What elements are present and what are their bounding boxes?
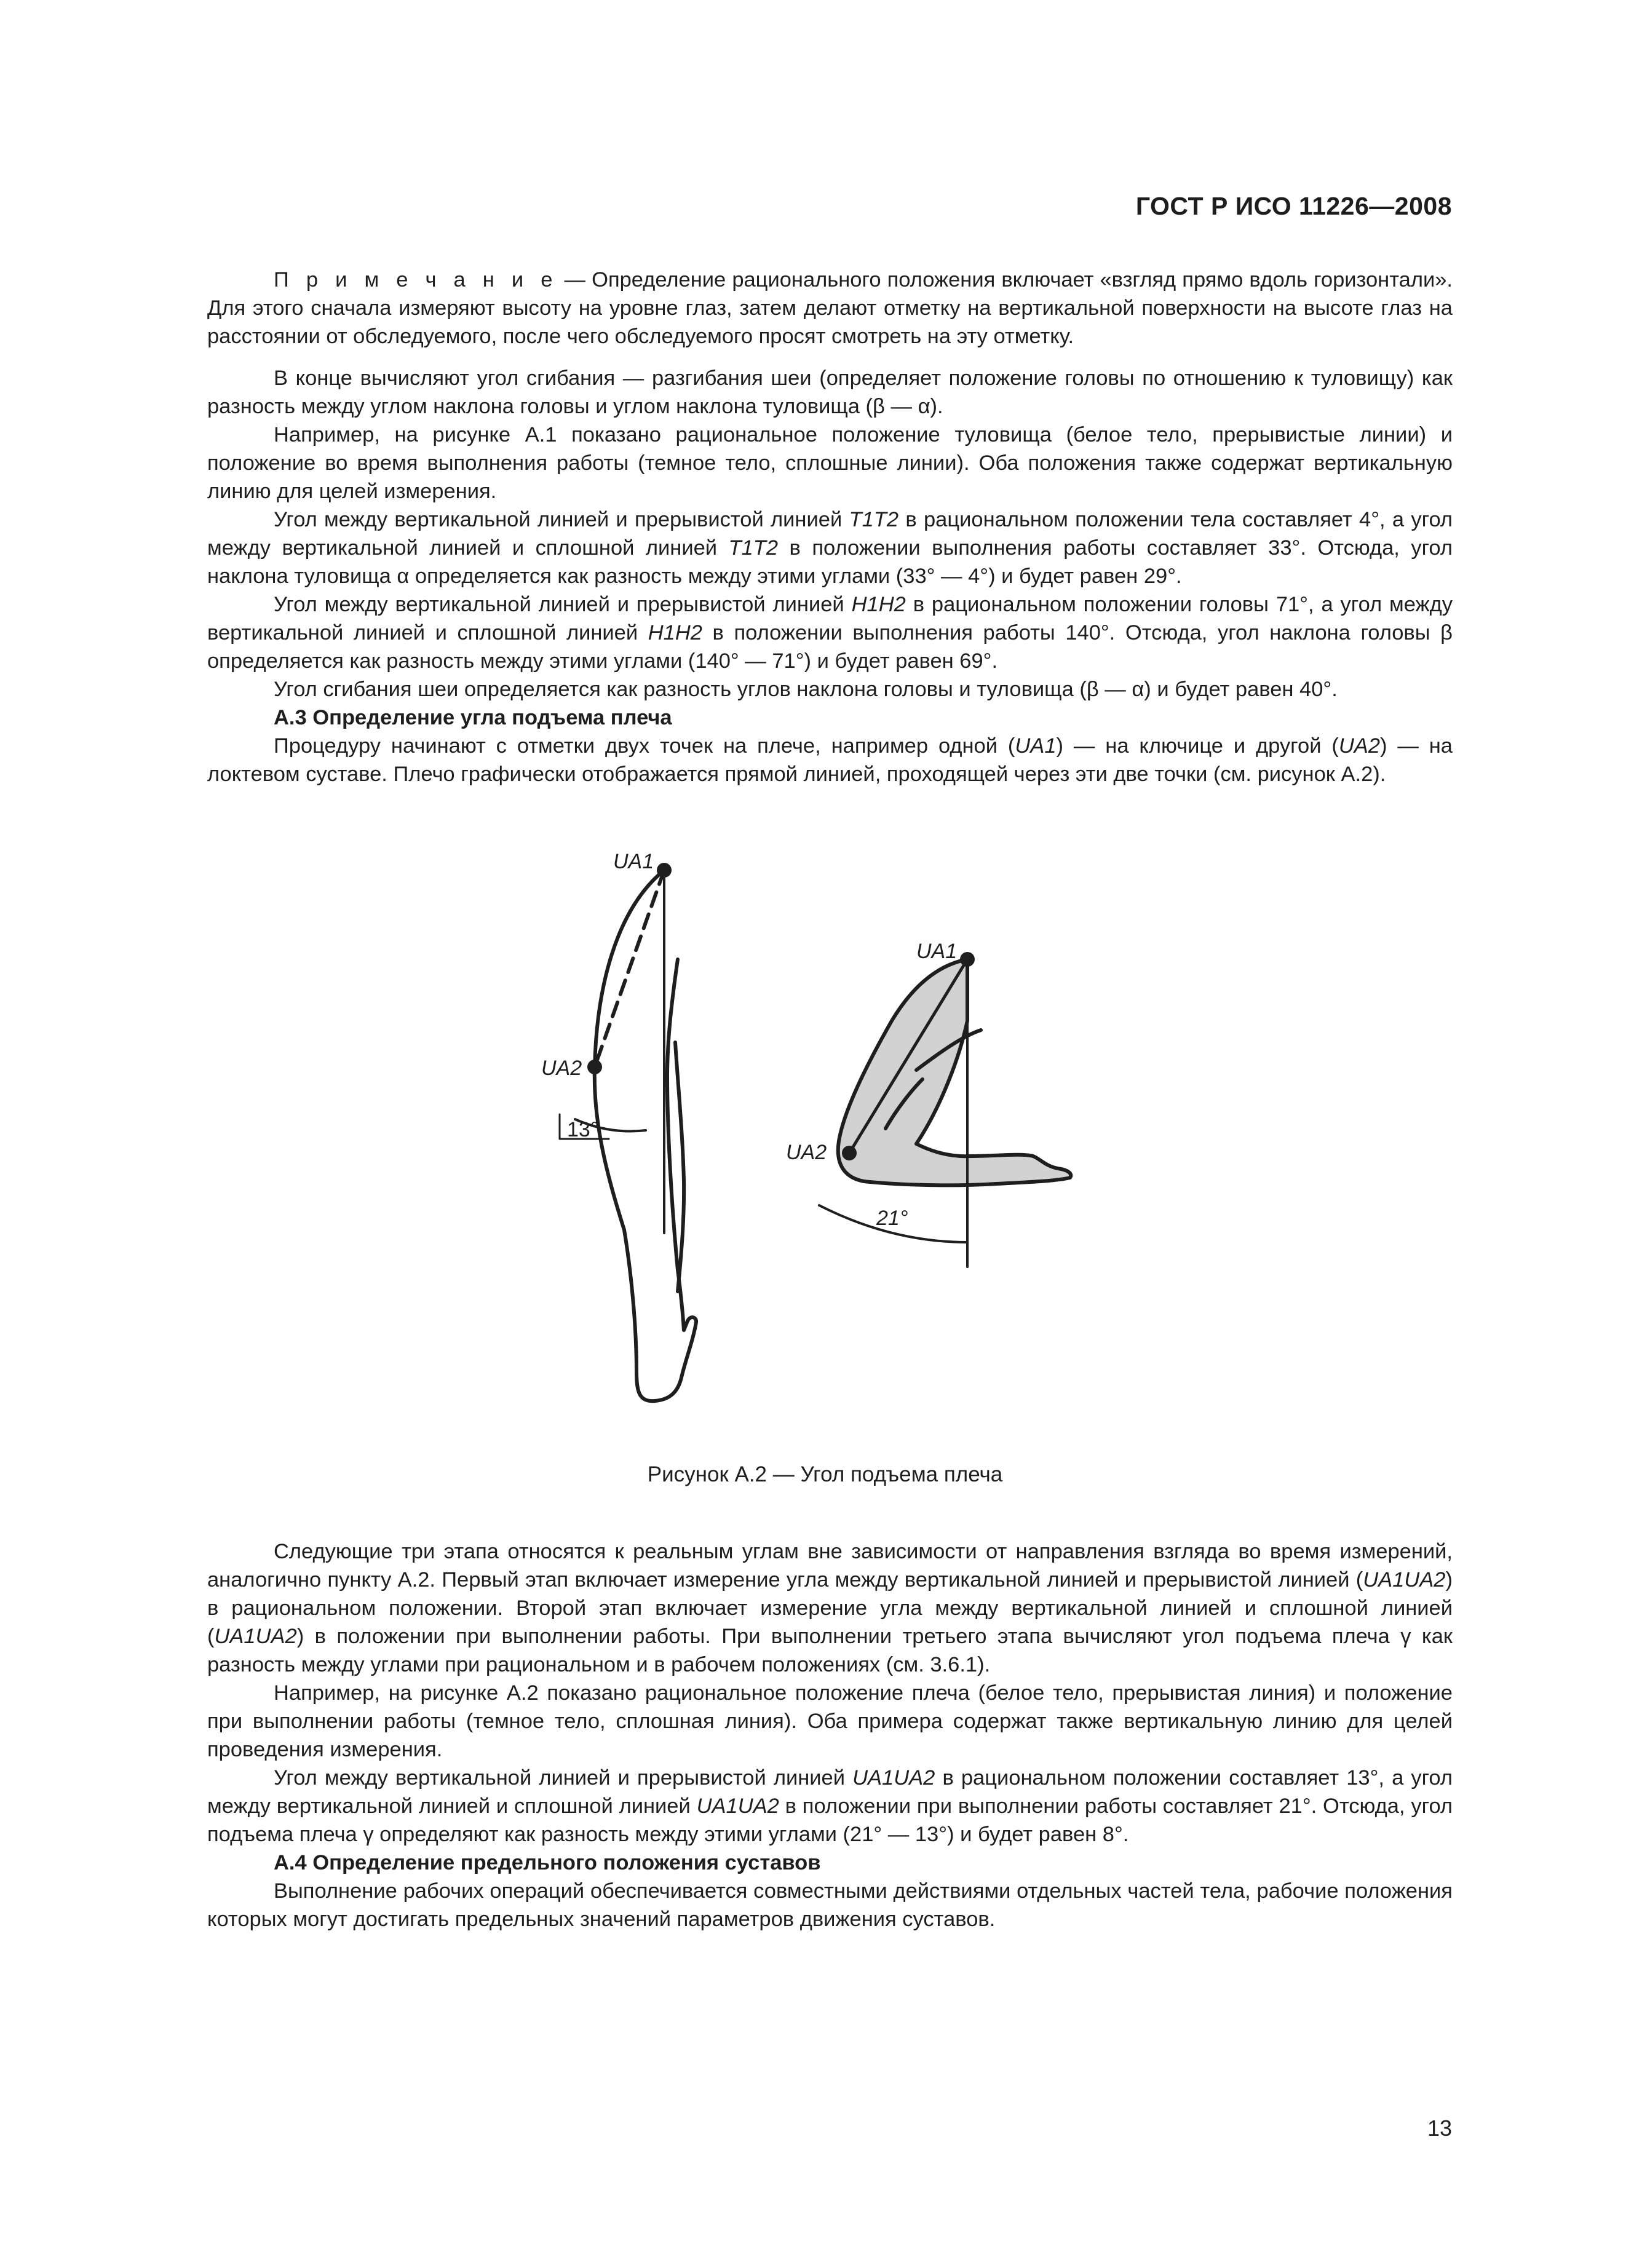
left-label-ua2: UA2 xyxy=(541,1057,582,1080)
paragraph: Угол сгибания шеи определяется как разность углов наклона головы и туловища (β — α) и будет равен 40°. xyxy=(274,678,1338,701)
note-text: — Определение рационального положения включает «взгляд прямо вдоль горизонтали». Для этого сначала измеряют высоту на уровне глаз, затем делают отметку на вертикальной поверхности на высоте глаз на расстоянии от обследуемого, после чего обследуемого просят смотреть на эту отметку. xyxy=(207,268,1453,348)
right-point-ua2 xyxy=(842,1146,857,1160)
note-paragraph xyxy=(207,266,1453,351)
right-arm-working xyxy=(819,952,1071,1267)
figure-a2-drawing xyxy=(517,836,1132,1427)
figure-caption: Рисунок А.2 — Угол подъема плеча xyxy=(647,1462,1003,1486)
paragraph: Например, на рисунке А.1 показано рациональное положение туловища (белое тело, прерывистые линии) и положение во время выполнения работы (темное тело, сплошные линии). Оба положения также содержат вертикальную линию для целей измерения. xyxy=(207,423,1453,503)
paragraph: Процедуру начинают с отметки двух точек на плече, например одной (UA1) — на ключице и другой (UA2) — на локтевом суставе. Плечо графически отображается прямой линией, проходящей через эти две точки (см. рисунок А.2). xyxy=(207,734,1453,786)
left-label-ua1: UA1 xyxy=(613,850,654,873)
section-heading-a4: А.4 Определение предельного положения суставов xyxy=(274,1851,821,1874)
paragraph: В конце вычисляют угол сгибания — разгибания шеи (определяет положение головы по отношению к туловищу) как разность между углом наклона головы и углом наклона туловища (β — α). xyxy=(207,367,1453,418)
right-label-ua1: UA1 xyxy=(916,940,958,963)
left-point-ua2 xyxy=(587,1060,602,1074)
paragraph: Угол между вертикальной линией и прерывистой линией T1T2 в рациональном положении тела составляет 4°, а угол между вертикальной линией и сплошной линией T1T2 в положении выполнения работы составляет 33°. Отсюда, угол наклона туловища α определяется как разность между этими углами (33° — 4°) и будет равен 29°. xyxy=(207,508,1453,588)
paragraph: Угол между вертикальной линией и прерывистой линией H1H2 в рациональном положении головы 71°, а угол между вертикальной линией и сплошной линией H1H2 в положении выполнения работы 140°. Отсюда, угол наклона головы β определяется как разность между этими углами (140° — 71°) и будет равен 69°. xyxy=(207,593,1453,673)
page-number: 13 xyxy=(1427,2115,1452,2141)
left-dashed-line xyxy=(595,870,664,1067)
left-point-ua1 xyxy=(657,863,672,878)
right-upper-arm xyxy=(838,959,1071,1185)
right-point-ua1 xyxy=(960,952,975,967)
paragraph: Следующие три этапа относятся к реальным углам вне зависимости от направления взгляда во время измерений, аналогично пункту А.2. Первый этап включает измерение угла между вертикальной линией и прерывистой линией (UA1UA2) в рациональном положении. Второй этап включает измерение угла между вертикальной линией и сплошной линией (UA1UA2) в положении при выполнении работы. При выполнении третьего этапа вычисляют угол подъема плеча γ как разность между углами при рациональном и в рабочем положениях (см. 3.6.1). xyxy=(207,1540,1453,1676)
upper-text-block xyxy=(207,266,1453,788)
right-angle-label: 21° xyxy=(876,1207,908,1230)
note-lead: П р и м е ч а н и е xyxy=(274,268,558,291)
document-header: ГОСТ Р ИСО 11226—2008 xyxy=(1135,192,1452,220)
figure-a2 xyxy=(517,836,1132,1427)
right-label-ua2: UA2 xyxy=(786,1141,827,1164)
paragraph: Выполнение рабочих операций обеспечивается совместными действиями отдельных частей тела, рабочие положения которых могут достигать предельных значений параметров движения суставов. xyxy=(207,1879,1453,1931)
section-heading-a3: А.3 Определение угла подъема плеча xyxy=(274,706,672,729)
left-angle-label: 13° xyxy=(567,1118,599,1141)
paragraph: Например, на рисунке А.2 показано рациональное положение плеча (белое тело, прерывистая линия) и положение при выполнении работы (темное тело, сплошная линия). Оба примера содержат также вертикальную линию для целей проведения измерения. xyxy=(207,1681,1453,1761)
paragraph: Угол между вертикальной линией и прерывистой линией UA1UA2 в рациональном положении составляет 13°, а угол между вертикальной линией и сплошной линией UA1UA2 в положении при выполнении работы составляет 21°. Отсюда, угол подъема плеча γ определяют как разность между этими углами (21° — 13°) и будет равен 8°. xyxy=(207,1766,1453,1846)
lower-text-block xyxy=(207,1537,1453,1933)
